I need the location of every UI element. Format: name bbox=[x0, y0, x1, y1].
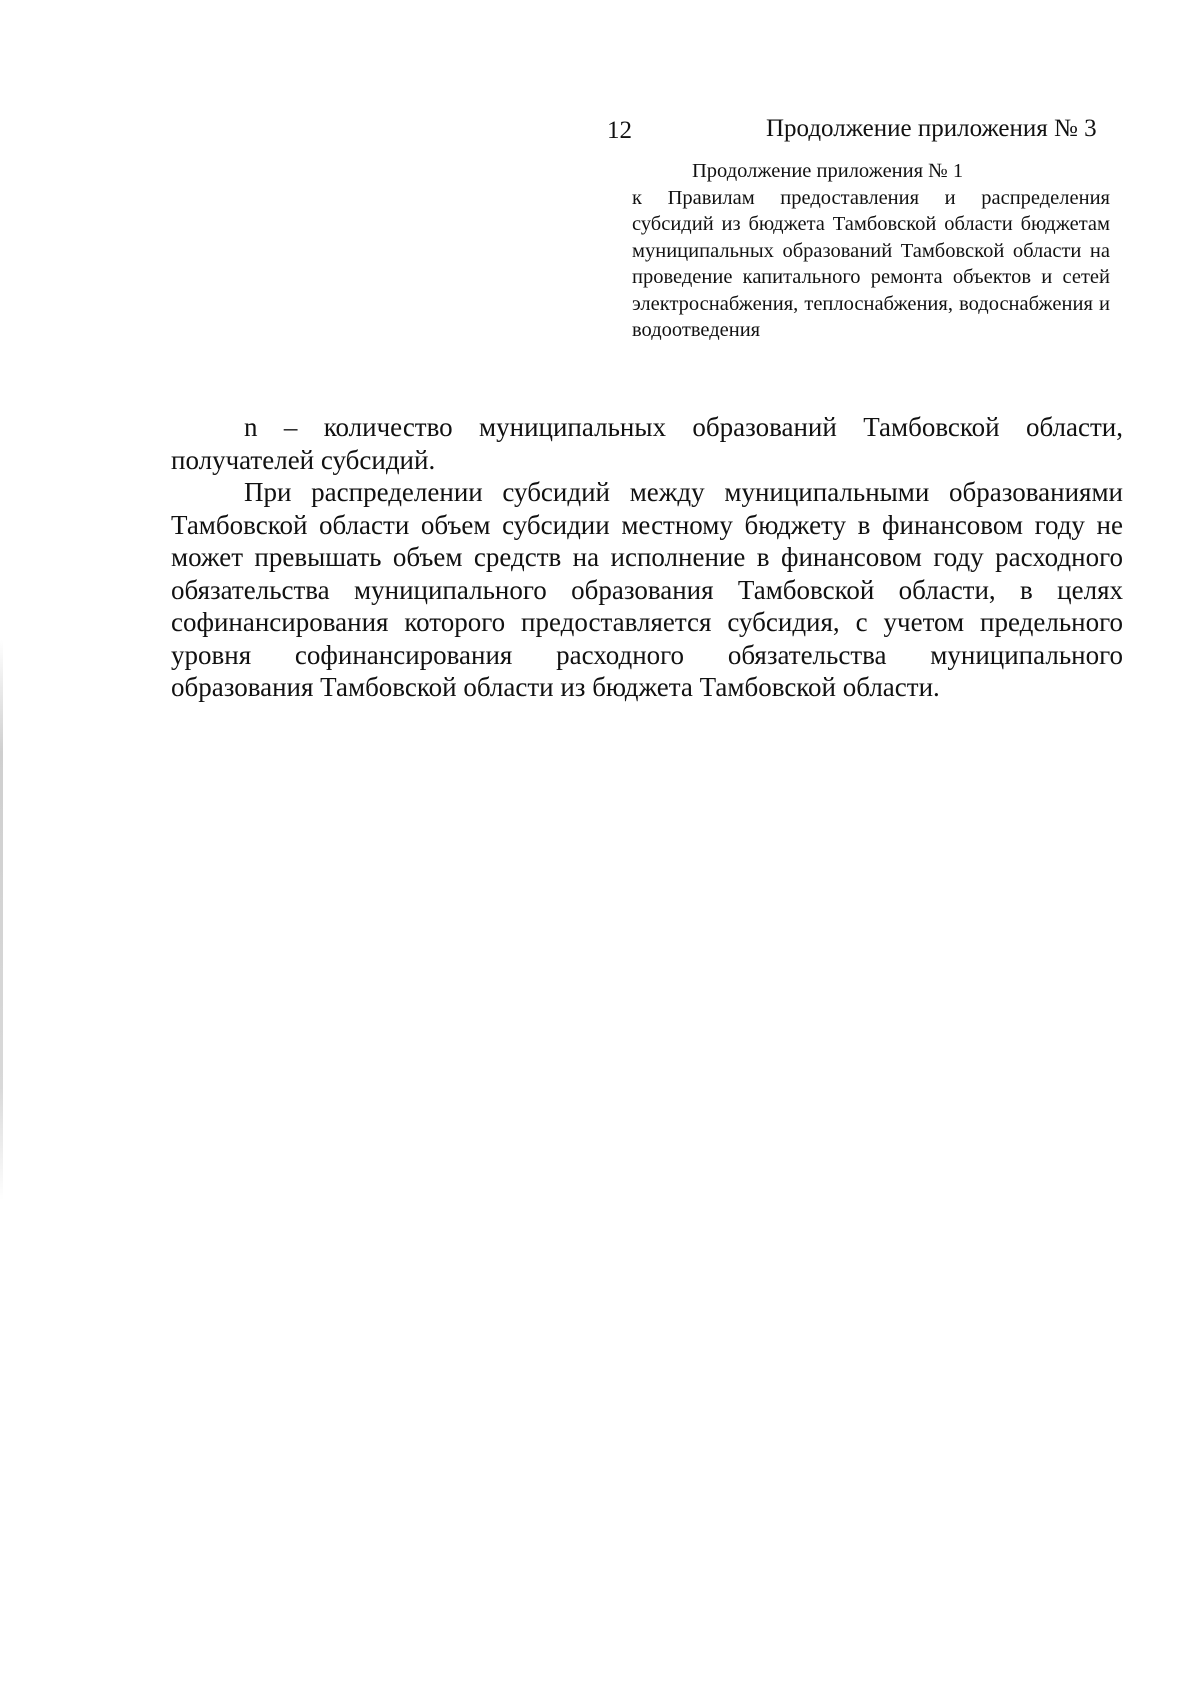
annex-heading: Продолжение приложения № 1 bbox=[692, 160, 964, 182]
annex-description: к Правилам предоставления и распределения субсидий из бюджета Тамбовской области бюджетам муниципальных образований Тамбовской области на проведение капитального ремонта объектов и сетей электроснабжения, теплоснабжения, водоснабжения и водоотведения bbox=[632, 186, 1110, 341]
body-paragraph-definition: n – количество муниципальных образований Тамбовской области, получателей субсидий. bbox=[171, 412, 1123, 475]
annex-reference-block bbox=[632, 158, 1110, 344]
page-number: 12 bbox=[607, 117, 632, 144]
appendix-continuation-title: Продолжение приложения № 3 bbox=[766, 115, 1097, 142]
document-body bbox=[171, 411, 1123, 704]
body-paragraph-distribution: При распределении субсидий между муниципальными образованиями Тамбовской области объем субсидии местному бюджету в финансовом году не может превышать объем средств на исполнение в финансовом году расходного обязательства муниципального образования Тамбовской области, в целях софинансирования которого предоставляется субсидия, с учетом предельного уровня софинансирования расходного обязательства муниципального образования Тамбовской области из бюджета Тамбовской области. bbox=[171, 477, 1123, 702]
scan-edge-shadow bbox=[0, 640, 3, 1200]
